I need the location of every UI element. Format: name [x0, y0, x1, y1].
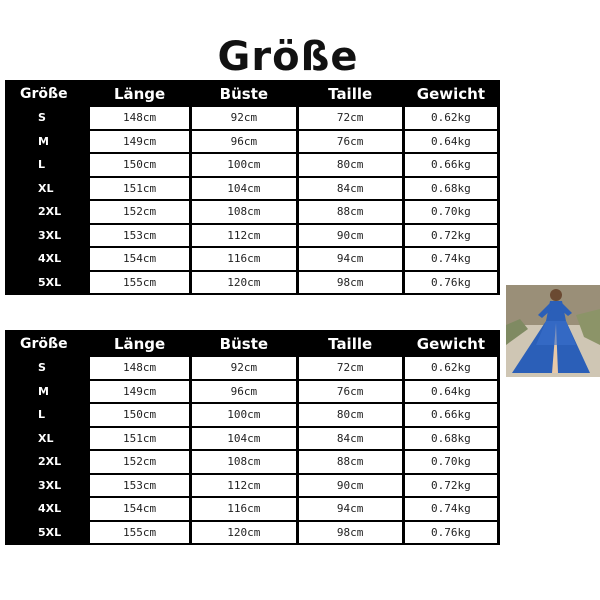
waist-cell: 94cm	[299, 248, 402, 270]
header-bust: Büste	[192, 82, 295, 105]
table-row	[8, 178, 497, 200]
bust-cell: 108cm	[192, 201, 295, 223]
header-waist: Taille	[299, 332, 402, 355]
weight-cell: 0.66kg	[405, 404, 497, 426]
table-row	[8, 201, 497, 223]
length-cell: 151cm	[90, 428, 189, 450]
bust-cell: 120cm	[192, 522, 295, 544]
bust-cell: 104cm	[192, 428, 295, 450]
table-row	[8, 107, 497, 129]
table-row	[8, 248, 497, 270]
size-label: 2XL	[8, 201, 87, 223]
bust-cell: 104cm	[192, 178, 295, 200]
header-length: Länge	[90, 332, 189, 355]
header-weight: Gewicht	[405, 82, 497, 105]
length-cell: 155cm	[90, 272, 189, 294]
bust-cell: 100cm	[192, 404, 295, 426]
page-title: Größe	[217, 34, 359, 80]
waist-cell: 88cm	[299, 451, 402, 473]
length-cell: 150cm	[90, 404, 189, 426]
size-table-top	[5, 80, 500, 295]
length-cell: 148cm	[90, 357, 189, 379]
waist-cell: 84cm	[299, 178, 402, 200]
bust-cell: 116cm	[192, 248, 295, 270]
table-row	[8, 131, 497, 153]
table-row	[8, 381, 497, 403]
size-label: S	[8, 107, 87, 129]
header-weight: Gewicht	[405, 332, 497, 355]
size-label: L	[8, 154, 87, 176]
table-row	[8, 154, 497, 176]
bust-cell: 112cm	[192, 475, 295, 497]
length-cell: 153cm	[90, 225, 189, 247]
size-label: 2XL	[8, 451, 87, 473]
waist-cell: 90cm	[299, 225, 402, 247]
header-size: Größe	[8, 82, 87, 105]
bust-cell: 92cm	[192, 107, 295, 129]
length-cell: 148cm	[90, 107, 189, 129]
waist-cell: 90cm	[299, 475, 402, 497]
length-cell: 149cm	[90, 381, 189, 403]
bust-cell: 112cm	[192, 225, 295, 247]
weight-cell: 0.68kg	[405, 178, 497, 200]
length-cell: 150cm	[90, 154, 189, 176]
header-bust: Büste	[192, 332, 295, 355]
weight-cell: 0.76kg	[405, 522, 497, 544]
bust-cell: 96cm	[192, 131, 295, 153]
size-label: XL	[8, 178, 87, 200]
header-size: Größe	[8, 332, 87, 355]
length-cell: 152cm	[90, 201, 189, 223]
bust-cell: 100cm	[192, 154, 295, 176]
header-length: Länge	[90, 82, 189, 105]
length-cell: 155cm	[90, 522, 189, 544]
header-row	[8, 332, 497, 355]
weight-cell: 0.66kg	[405, 154, 497, 176]
waist-cell: 94cm	[299, 498, 402, 520]
size-label: S	[8, 357, 87, 379]
waist-cell: 88cm	[299, 201, 402, 223]
size-label: 4XL	[8, 248, 87, 270]
bust-cell: 96cm	[192, 381, 295, 403]
size-label: M	[8, 381, 87, 403]
size-table-bottom	[5, 330, 500, 545]
table-row	[8, 522, 497, 544]
weight-cell: 0.72kg	[405, 225, 497, 247]
weight-cell: 0.62kg	[405, 357, 497, 379]
header-row	[8, 82, 497, 105]
size-label: 3XL	[8, 475, 87, 497]
weight-cell: 0.74kg	[405, 248, 497, 270]
size-label: 5XL	[8, 272, 87, 294]
bust-cell: 92cm	[192, 357, 295, 379]
waist-cell: 98cm	[299, 272, 402, 294]
bust-cell: 116cm	[192, 498, 295, 520]
table-row	[8, 475, 497, 497]
bust-cell: 120cm	[192, 272, 295, 294]
weight-cell: 0.64kg	[405, 381, 497, 403]
table-row	[8, 404, 497, 426]
dress-photo	[506, 285, 600, 377]
waist-cell: 72cm	[299, 107, 402, 129]
waist-cell: 76cm	[299, 381, 402, 403]
waist-cell: 72cm	[299, 357, 402, 379]
dress-illustration	[506, 285, 600, 377]
size-label: XL	[8, 428, 87, 450]
waist-cell: 80cm	[299, 154, 402, 176]
waist-cell: 76cm	[299, 131, 402, 153]
table-row	[8, 498, 497, 520]
weight-cell: 0.74kg	[405, 498, 497, 520]
length-cell: 152cm	[90, 451, 189, 473]
size-label: 5XL	[8, 522, 87, 544]
size-label: M	[8, 131, 87, 153]
length-cell: 154cm	[90, 498, 189, 520]
size-label: L	[8, 404, 87, 426]
size-label: 3XL	[8, 225, 87, 247]
length-cell: 153cm	[90, 475, 189, 497]
length-cell: 149cm	[90, 131, 189, 153]
header-waist: Taille	[299, 82, 402, 105]
length-cell: 151cm	[90, 178, 189, 200]
weight-cell: 0.64kg	[405, 131, 497, 153]
table-row	[8, 428, 497, 450]
weight-cell: 0.70kg	[405, 451, 497, 473]
table-row	[8, 451, 497, 473]
waist-cell: 80cm	[299, 404, 402, 426]
weight-cell: 0.70kg	[405, 201, 497, 223]
size-label: 4XL	[8, 498, 87, 520]
weight-cell: 0.68kg	[405, 428, 497, 450]
table-row	[8, 357, 497, 379]
bust-cell: 108cm	[192, 451, 295, 473]
weight-cell: 0.62kg	[405, 107, 497, 129]
table-row	[8, 272, 497, 294]
table-row	[8, 225, 497, 247]
length-cell: 154cm	[90, 248, 189, 270]
weight-cell: 0.76kg	[405, 272, 497, 294]
weight-cell: 0.72kg	[405, 475, 497, 497]
waist-cell: 98cm	[299, 522, 402, 544]
waist-cell: 84cm	[299, 428, 402, 450]
